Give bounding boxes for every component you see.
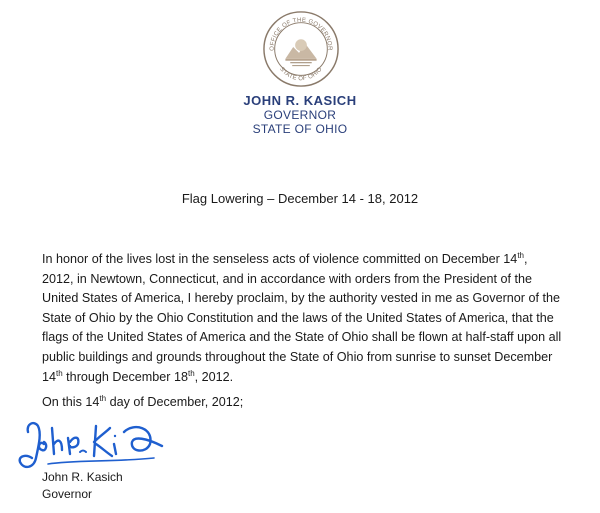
letterhead-name: JOHN R. KASICH xyxy=(243,93,357,108)
body-text-part-1: In honor of the lives lost in the senseless acts of violence committed on December 14 xyxy=(42,252,518,266)
body-text-part-4: , 2012. xyxy=(194,369,234,384)
date-line-after: day of December, 2012; xyxy=(106,395,244,409)
body-sup-1: th xyxy=(517,250,524,260)
date-line-before: On this 14 xyxy=(42,395,100,409)
handwritten-signature xyxy=(14,418,169,474)
svg-text:STATE OF OHIO xyxy=(278,66,324,82)
date-line-sup: th xyxy=(99,393,107,403)
letterhead xyxy=(0,93,600,136)
signatory-block xyxy=(42,469,123,503)
document-title: Flag Lowering – December 14 - 18, 2012 xyxy=(181,191,419,206)
signatory-title: Governor xyxy=(42,487,93,501)
body-text-part-2: , 2012, in Newtown, Connecticut, and in accordance with orders from the President of the United States of America, I hereby proclaim, by the authority vested in me as Governor of the State of Ohio by the Ohio Constitution and the laws of the United States of America, that the flags of the United States of America and the State of Ohio shall be flown at half-staff upon all public buildings and grounds throughout the State of Ohio from sunrise to sunset December 14 xyxy=(42,252,562,384)
letterhead-title: GOVERNOR xyxy=(263,108,337,122)
governor-seal xyxy=(262,10,340,88)
seal-landscape-icon xyxy=(285,39,316,65)
date-line xyxy=(42,395,243,409)
body-sup-2: th xyxy=(56,368,63,378)
proclamation-body xyxy=(42,250,562,387)
seal-ring-top: OFFICE OF THE GOVERNOR xyxy=(269,17,333,51)
body-text-part-3: through December 18 xyxy=(62,369,188,384)
body-sup-3: th xyxy=(188,368,195,378)
signatory-name: John R. Kasich xyxy=(42,470,123,484)
seal-ring-bottom: STATE OF OHIO xyxy=(278,66,324,83)
letterhead-state: STATE OF OHIO xyxy=(252,122,348,136)
